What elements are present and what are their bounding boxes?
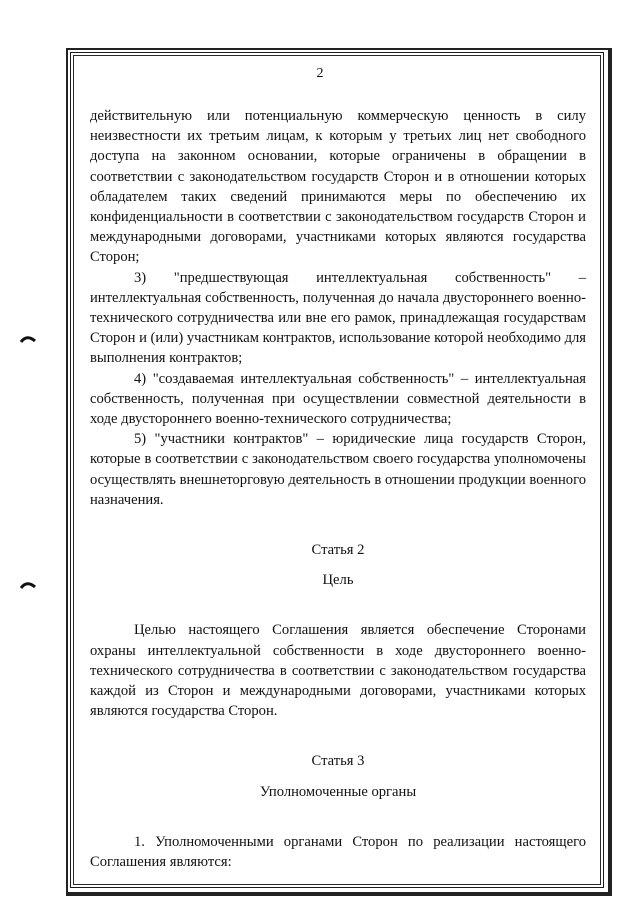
- punch-hole-mark-top: [20, 334, 36, 344]
- definition-item-3: 3) "предшествующая интеллектуальная собственность" – интеллектуальная собственность, полученная до начала двустороннего военно-технического сотрудничества или вне его рамок, принадлежащая государствам Сторон и (или) участникам контрактов, использование которой необходимо для выполнения контрактов;: [90, 269, 586, 367]
- article-2-number: Статья 2: [311, 542, 365, 559]
- document-body: [90, 106, 586, 872]
- punch-hole-mark-bottom: [20, 580, 36, 590]
- paragraph-continuation: действительную или потенциальную коммерческую ценность в силу неизвестности их третьим лицам, к которым у третьих лиц нет свободного доступа на законном основании, которые ограничены в обращении в соответствии с законодательством государств Сторон и в отношении которых обладателем таких сведений принимаются меры по обеспечению их конфиденциальности в соответствии с законодательством государств Сторон и международными договорами, участниками которых являются государства Сторон;: [90, 108, 586, 266]
- article-3-text: 1. Уполномоченными органами Сторон по реализации настоящего Соглашения являются:: [90, 833, 586, 871]
- article-2-title: Цель: [322, 572, 354, 589]
- definition-item-4: 4) "создаваемая интеллектуальная собственность" – интеллектуальная собственность, полученная при осуществлении совместной деятельности в ходе двустороннего военно-технического сотрудничества;: [90, 370, 586, 428]
- page-number: 2: [316, 66, 324, 81]
- article-3-number: Статья 3: [311, 753, 365, 770]
- article-3-title: Уполномоченные органы: [259, 783, 417, 800]
- article-2-text: Целью настоящего Соглашения является обеспечение Сторонами охраны интеллектуальной собственности в ходе двустороннего военно-технического сотрудничества в соответствии с законодательством государства каждой из Сторон и международными договорами, участниками которых являются государства Сторон.: [90, 622, 586, 720]
- definition-item-5: 5) "участники контрактов" – юридические лица государств Сторон, которые в соответствии с законодательством своего государства уполномочены осуществлять внешнеторговую деятельность в отношении продукции военного назначения.: [90, 431, 586, 508]
